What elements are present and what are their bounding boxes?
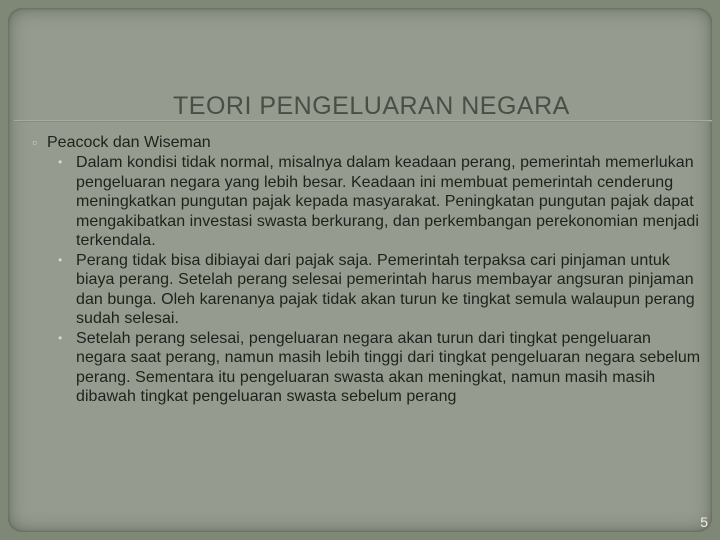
bullet-text: Dalam kondisi tidak normal, misalnya dalam keadaan perang, pemerintah memerlukan pengeluaran negara yang lebih besar. Keadaan ini membuat pemerintah cenderung meningkatkan pungutan pajak kepada masyarakat. Peningkatan pungutan pajak dapat mengakibatkan investasi swasta berkurang, dan perkembangan perekonomian menjadi terkendala. — [76, 154, 699, 249]
list-item — [32, 251, 702, 329]
dot-bullet-icon: • — [58, 252, 63, 267]
heading-text: Peacock dan Wiseman — [47, 134, 211, 151]
title-divider — [14, 120, 712, 122]
dot-bullet-icon: • — [58, 330, 63, 345]
dot-bullet-icon: • — [58, 155, 63, 169]
page-number: 5 — [700, 514, 708, 530]
slide-title: TEORI PENGELUARAN NEGARA — [173, 92, 570, 120]
list-item — [32, 329, 702, 407]
slide-content — [32, 133, 702, 407]
list-item — [32, 153, 702, 251]
title-area — [8, 10, 712, 122]
heading-item — [32, 133, 702, 152]
bullet-text: Setelah perang selesai, pengeluaran negara akan turun dari tingkat pengeluaran negara saat perang, namun masih lebih tinggi dari tingkat pengeluaran negara sebelum perang. Sementara itu pengeluaran swasta akan meningkat, namun masih masih dibawah tingkat pengeluaran swasta sebelum perang — [76, 329, 701, 405]
bullet-list — [32, 153, 702, 407]
square-bullet-icon: ▫ — [32, 134, 37, 150]
bullet-text: Perang tidak bisa dibiayai dari pajak saja. Pemerintah terpaksa cari pinjaman untuk biaya perang. Setelah perang selesai pemerintah harus membayar angsuran pinjaman dan bunga. Oleh karenanya pajak tidak akan turun ke tingkat semula walaupun perang sudah selesai. — [76, 251, 695, 327]
